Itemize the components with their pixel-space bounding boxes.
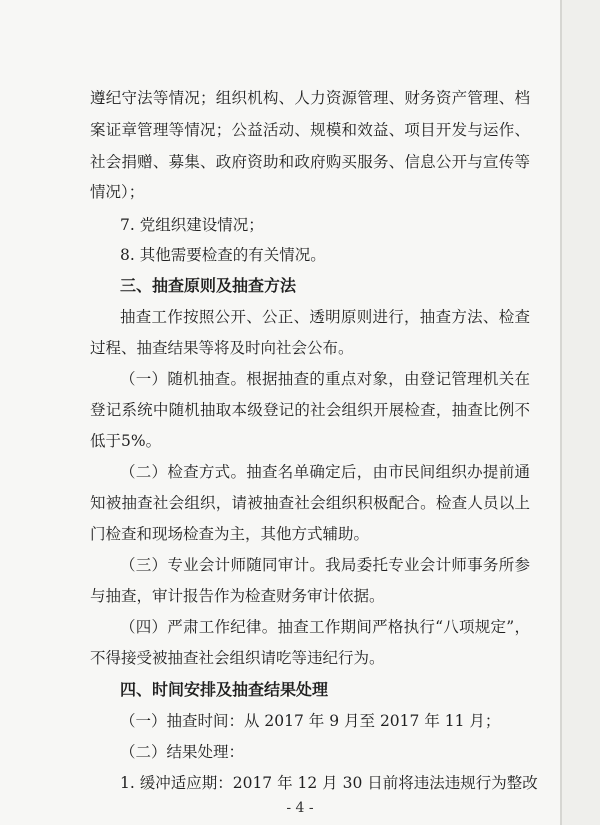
text-line: （二）结果处理： bbox=[120, 743, 245, 761]
text-line: （一）随机抽查。根据抽查的重点对象，由登记管理机关在 bbox=[120, 370, 530, 388]
text-line: 门检查和现场检查为主，其他方式辅助。 bbox=[90, 525, 370, 543]
text-line: （一）抽查时间：从 2017 年 9 月至 2017 年 11 月； bbox=[120, 712, 501, 730]
page-number: - 4 - bbox=[286, 800, 314, 816]
text-line: 1. 缓冲适应期：2017 年 12 月 30 日前将违法违规行为整改 bbox=[120, 774, 538, 792]
text-line: 遵纪守法等情况；组织机构、人力资源管理、财务资产管理、档 bbox=[90, 89, 530, 107]
section-heading: 四、时间安排及抽查结果处理 bbox=[120, 680, 329, 699]
text-line: 低于5%。 bbox=[90, 432, 162, 450]
page-edge bbox=[560, 0, 562, 825]
text-line: （二）检查方式。抽查名单确定后，由市民间组织办提前通 bbox=[120, 463, 530, 481]
text-line: 知被抽查社会组织，请被抽查社会组织积极配合。检查人员以上 bbox=[90, 494, 530, 512]
text-line: 登记系统中随机抽取本级登记的社会组织开展检查，抽查比例不 bbox=[90, 401, 530, 419]
text-line: 社会捐赠、募集、政府资助和政府购买服务、信息公开与宣传等 bbox=[90, 153, 530, 171]
text-line: 不得接受被抽查社会组织请吃等违纪行为。 bbox=[90, 649, 385, 667]
text-line: 案证章管理等情况；公益活动、规模和效益、项目开发与运作、 bbox=[90, 121, 530, 139]
text-line: （四）严肃工作纪律。抽查工作期间严格执行“八项规定”， bbox=[120, 618, 530, 636]
section-heading: 三、抽查原则及抽查方法 bbox=[120, 276, 297, 295]
page-margin-shadow bbox=[562, 0, 600, 825]
text-line: 过程、抽查结果等将及时向社会公布。 bbox=[90, 339, 354, 357]
list-item: 7. 党组织建设情况； bbox=[120, 216, 264, 234]
text-line: （三）专业会计师随同审计。我局委托专业会计师事务所参 bbox=[120, 556, 530, 574]
text-line: 情况）； bbox=[90, 183, 145, 201]
list-item: 8. 其他需要检查的有关情况。 bbox=[120, 246, 326, 264]
text-line: 与抽查，审计报告作为检查财务审计依据。 bbox=[90, 587, 385, 605]
text-line: 抽查工作按照公开、公正、透明原则进行，抽查方法、检查 bbox=[120, 308, 530, 326]
